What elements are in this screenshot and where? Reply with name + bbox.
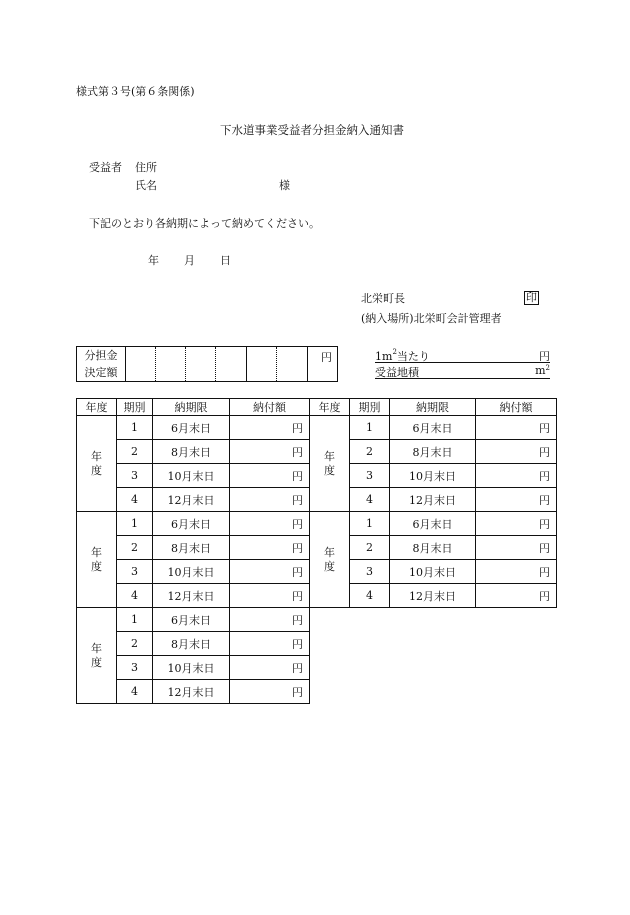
installment-number-cell: 2 <box>117 440 153 464</box>
deadline-cell: 12月末日 <box>153 488 230 512</box>
installment-number-cell: 3 <box>117 464 153 488</box>
fiscal-year-cell: 年 度 <box>77 512 117 608</box>
amount-cell: 円 <box>230 464 310 488</box>
rate-per-m2-row <box>375 348 550 363</box>
date-month: 月 <box>184 254 195 267</box>
table-row <box>310 416 557 440</box>
date-year: 年 <box>148 254 159 267</box>
deadline-cell: 6月末日 <box>153 512 230 536</box>
name-label: 氏名 <box>135 179 157 192</box>
table-row <box>77 608 310 632</box>
fiscal-year-cell: 年 度 <box>310 512 350 608</box>
honorific: 様 <box>279 179 290 192</box>
installment-number-cell: 1 <box>117 416 153 440</box>
amount-cell: 円 <box>230 656 310 680</box>
document-title: 下水道事業受益者分担金納入通知書 <box>220 123 404 137</box>
determination-box <box>76 346 338 382</box>
amount-cell: 円 <box>476 416 557 440</box>
installment-number-cell: 1 <box>350 512 390 536</box>
payment-table-left <box>76 398 310 704</box>
recipient-label: 受益者 <box>89 161 122 174</box>
determination-label: 分担金 決定額 <box>77 347 126 381</box>
issuer-title: 北栄町長 <box>361 292 405 305</box>
deadline-cell: 6月末日 <box>153 608 230 632</box>
installment-number-cell: 1 <box>117 512 153 536</box>
column-header: 期別 <box>350 399 390 416</box>
instruction-text: 下記のとおり各納期によって納めてください。 <box>89 217 320 230</box>
installment-number-cell: 2 <box>117 536 153 560</box>
deadline-cell: 8月末日 <box>153 440 230 464</box>
amount-cell: 円 <box>476 440 557 464</box>
amount-cell: 円 <box>230 560 310 584</box>
column-header: 納付額 <box>476 399 557 416</box>
rate-yen-unit: 円 <box>539 350 550 363</box>
installment-number-cell: 4 <box>117 584 153 608</box>
date-day: 日 <box>220 254 231 267</box>
amount-cell: 円 <box>476 560 557 584</box>
installment-number-cell: 1 <box>350 416 390 440</box>
column-header: 期別 <box>117 399 153 416</box>
payment-place: (納入場所)北栄町会計管理者 <box>361 312 502 325</box>
deadline-cell: 10月末日 <box>153 560 230 584</box>
deadline-cell: 8月末日 <box>390 440 476 464</box>
deadline-cell: 12月末日 <box>153 680 230 704</box>
deadline-cell: 8月末日 <box>153 536 230 560</box>
installment-number-cell: 3 <box>350 464 390 488</box>
address-label: 住所 <box>135 161 157 174</box>
installment-number-cell: 4 <box>117 680 153 704</box>
payment-table-right <box>309 398 557 608</box>
installment-number-cell: 1 <box>117 608 153 632</box>
fiscal-year-cell: 年 度 <box>77 608 117 704</box>
deadline-cell: 10月末日 <box>153 464 230 488</box>
amount-cell: 円 <box>230 632 310 656</box>
amount-cell: 円 <box>230 584 310 608</box>
amount-cell: 円 <box>230 416 310 440</box>
form-number: 様式第３号(第６条関係) <box>76 85 195 98</box>
amount-cell: 円 <box>230 488 310 512</box>
deadline-cell: 6月末日 <box>390 512 476 536</box>
deadline-cell: 8月末日 <box>153 632 230 656</box>
area-unit: $m^2$ <box>535 364 550 377</box>
column-header: 納付額 <box>230 399 310 416</box>
amount-cell: 円 <box>476 584 557 608</box>
table-header-row <box>310 399 557 416</box>
fiscal-year-cell: 年 度 <box>77 416 117 512</box>
amount-cell: 円 <box>230 536 310 560</box>
fiscal-year-cell: 年 度 <box>310 416 350 512</box>
table-row <box>77 416 310 440</box>
amount-cell: 円 <box>230 512 310 536</box>
amount-cell: 円 <box>230 680 310 704</box>
deadline-cell: 12月末日 <box>390 488 476 512</box>
amount-cell: 円 <box>476 536 557 560</box>
table-header-row <box>77 399 310 416</box>
rate-per-m2-label: $1m^2$当たり <box>375 348 430 363</box>
seal-stamp: 印 <box>526 291 537 304</box>
amount-cell: 円 <box>230 608 310 632</box>
amount-cell: 円 <box>476 512 557 536</box>
installment-number-cell: 3 <box>350 560 390 584</box>
column-header: 年度 <box>310 399 350 416</box>
determination-yen-unit: 円 <box>321 351 332 364</box>
deadline-cell: 6月末日 <box>390 416 476 440</box>
deadline-cell: 12月末日 <box>153 584 230 608</box>
table-row <box>310 512 557 536</box>
deadline-cell: 6月末日 <box>153 416 230 440</box>
installment-number-cell: 4 <box>117 488 153 512</box>
amount-cell: 円 <box>476 464 557 488</box>
installment-number-cell: 2 <box>350 440 390 464</box>
column-header: 納期限 <box>153 399 230 416</box>
amount-cell: 円 <box>476 488 557 512</box>
deadline-cell: 10月末日 <box>390 560 476 584</box>
deadline-cell: 10月末日 <box>390 464 476 488</box>
deadline-cell: 8月末日 <box>390 536 476 560</box>
installment-number-cell: 3 <box>117 560 153 584</box>
installment-number-cell: 3 <box>117 656 153 680</box>
installment-number-cell: 4 <box>350 584 390 608</box>
table-row <box>77 512 310 536</box>
column-header: 年度 <box>77 399 117 416</box>
installment-number-cell: 2 <box>350 536 390 560</box>
benefit-area-row <box>375 364 550 379</box>
deadline-cell: 10月末日 <box>153 656 230 680</box>
deadline-cell: 12月末日 <box>390 584 476 608</box>
column-header: 納期限 <box>390 399 476 416</box>
benefit-area-label: 受益地積 <box>375 366 419 379</box>
amount-cell: 円 <box>230 440 310 464</box>
installment-number-cell: 4 <box>350 488 390 512</box>
installment-number-cell: 2 <box>117 632 153 656</box>
